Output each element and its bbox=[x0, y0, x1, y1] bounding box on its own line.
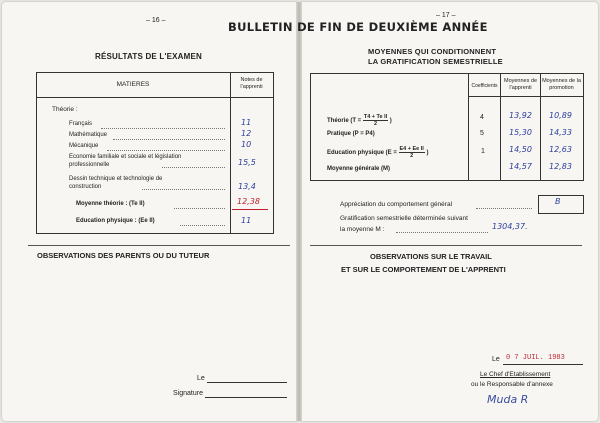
formula-fraction bbox=[363, 114, 388, 127]
row-apprentice-average: 14,50 bbox=[509, 145, 532, 154]
subject-label: Economie familiale et sociale et législation professionnelle bbox=[69, 154, 182, 168]
subject-label: Dessin technique et technologie de construction bbox=[69, 176, 163, 190]
physical-education-label: Education physique : (Ee II) bbox=[76, 218, 155, 224]
row-label-suffix: ) bbox=[389, 118, 392, 125]
physical-education-grade: 11 bbox=[241, 216, 252, 225]
date-line[interactable] bbox=[207, 382, 287, 383]
gratification-value: 1304,37. bbox=[492, 222, 528, 231]
document-title: BULLETIN DE FIN DE DEUXIÈME ANNÉE bbox=[228, 20, 488, 34]
gratification-label-line2: la moyenne M : bbox=[340, 226, 385, 233]
averages-heading-line2: LA GRATIFICATION SEMESTRIELLE bbox=[368, 57, 503, 66]
row-promotion-average: 12,63 bbox=[549, 145, 572, 154]
place-date-label: Le bbox=[492, 356, 500, 363]
col-header-subjects: MATIERES bbox=[116, 81, 150, 88]
row-coefficient: 5 bbox=[480, 130, 484, 137]
dotted-leader bbox=[180, 225, 225, 226]
dotted-leader bbox=[476, 208, 532, 209]
row-label-suffix: ) bbox=[426, 150, 429, 157]
table-header-rule bbox=[36, 97, 273, 98]
behavior-appreciation-value: B bbox=[555, 197, 561, 206]
book-gutter bbox=[296, 2, 302, 421]
fraction-numerator: T4 + Te II bbox=[363, 114, 388, 120]
fraction-numerator: E4 + Ee II bbox=[399, 146, 424, 152]
row-coefficient: 1 bbox=[481, 148, 485, 155]
col-header-coefficients: Coefficients bbox=[471, 83, 498, 89]
subject-grade: 11 bbox=[241, 118, 252, 127]
col-header-promotion-averages: Moyennes de la promotion bbox=[542, 78, 581, 91]
parents-observations-heading: OBSERVATIONS DES PARENTS OU DU TUTEUR bbox=[37, 251, 210, 260]
col-header-apprentice-averages: Moyennes de l'apprenti bbox=[503, 78, 538, 91]
row-promotion-average: 12,83 bbox=[549, 162, 572, 171]
row-label-text: Théorie (T = bbox=[327, 118, 362, 125]
row-apprentice-average: 15,30 bbox=[509, 128, 532, 137]
table-header-rule bbox=[468, 96, 583, 97]
right-page-number: – 17 – bbox=[436, 12, 456, 19]
handwritten-signature: Muda R bbox=[487, 393, 529, 406]
subject-label: Français bbox=[69, 121, 93, 127]
divider bbox=[310, 245, 582, 246]
subject-grade: 13,4 bbox=[238, 182, 256, 191]
row-coefficient: 4 bbox=[480, 114, 484, 121]
place-date-label: Le bbox=[197, 375, 205, 382]
left-page-number: – 16 – bbox=[146, 17, 166, 24]
work-observations-heading-line1: OBSERVATIONS SUR LE TRAVAIL bbox=[370, 252, 492, 261]
chief-title-line2: ou le Responsable d'annexe bbox=[471, 381, 553, 388]
work-observations-heading-line2: ET SUR LE COMPORTEMENT DE L'APPRENTI bbox=[341, 265, 506, 274]
signature-line[interactable] bbox=[205, 397, 287, 398]
row-promotion-average: 14,33 bbox=[549, 128, 572, 137]
subject-grade: 15,5 bbox=[238, 158, 256, 167]
row-label bbox=[327, 146, 429, 159]
appreciation-box bbox=[538, 195, 584, 214]
row-label bbox=[327, 114, 392, 127]
dotted-leader bbox=[174, 208, 225, 209]
dotted-leader bbox=[113, 139, 225, 140]
subject-grade: 12 bbox=[241, 129, 252, 138]
subject-grade: 10 bbox=[241, 140, 252, 149]
divider bbox=[28, 245, 290, 246]
row-label-text: Education physique (E = bbox=[327, 150, 397, 157]
signature-label: Signature bbox=[173, 390, 203, 397]
chief-title-line1: Le Chef d'Etablissement bbox=[480, 371, 551, 378]
date-line[interactable] bbox=[503, 364, 583, 365]
dotted-leader bbox=[396, 232, 488, 233]
formula-fraction bbox=[399, 146, 425, 159]
average-theory-label: Moyenne théorie : (Te II) bbox=[76, 201, 145, 207]
dotted-leader bbox=[101, 128, 225, 129]
row-label: Moyenne générale (M) bbox=[327, 166, 391, 172]
subject-label: Mathématique bbox=[69, 132, 108, 138]
grade-underline bbox=[232, 209, 268, 210]
gratification-label-line1: Gratification semestrielle déterminée suivant bbox=[340, 215, 468, 222]
subject-label: Mécanique bbox=[69, 143, 99, 149]
theory-label: Théorie : bbox=[52, 106, 78, 113]
averages-heading-line1: MOYENNES QUI CONDITIONNENT bbox=[368, 47, 497, 56]
row-promotion-average: 10,89 bbox=[549, 111, 572, 120]
date-stamp: 0 7 JUIL. 1983 bbox=[506, 354, 565, 362]
behavior-appreciation-label: Appréciation du comportement général bbox=[340, 201, 453, 208]
dotted-leader bbox=[107, 150, 225, 151]
row-label: Pratique (P = P4) bbox=[327, 131, 375, 137]
row-apprentice-average: 14,57 bbox=[509, 162, 532, 171]
dotted-leader bbox=[162, 167, 225, 168]
dotted-leader bbox=[142, 189, 225, 190]
fraction-denominator: 2 bbox=[410, 153, 414, 159]
exam-results-heading: RÉSULTATS DE L'EXAMEN bbox=[95, 52, 202, 61]
fraction-denominator: 2 bbox=[373, 121, 378, 127]
col-header-grades: Notes de l'apprenti bbox=[240, 77, 263, 90]
row-apprentice-average: 13,92 bbox=[509, 111, 532, 120]
average-theory-grade: 12,38 bbox=[237, 197, 260, 206]
